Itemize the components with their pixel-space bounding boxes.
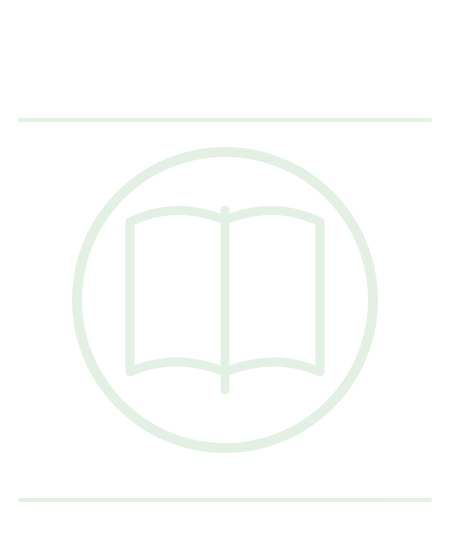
paragraph-10	[5, 139, 446, 152]
paragraph-5	[5, 63, 446, 76]
article-body	[5, 3, 446, 197]
paragraph-2	[5, 18, 446, 31]
paragraph-12	[5, 169, 446, 182]
watermark-book-left	[130, 210, 225, 372]
paragraph-7	[5, 94, 446, 107]
watermark-book-right	[225, 210, 320, 372]
paragraph-9	[5, 124, 446, 137]
paragraph-3	[5, 33, 446, 46]
paragraph-8	[5, 109, 446, 122]
paragraph-11	[5, 154, 446, 167]
paragraph-4	[5, 48, 446, 61]
paragraph-13	[5, 184, 446, 197]
paragraph-6	[5, 78, 446, 91]
paragraph-1	[5, 3, 446, 16]
